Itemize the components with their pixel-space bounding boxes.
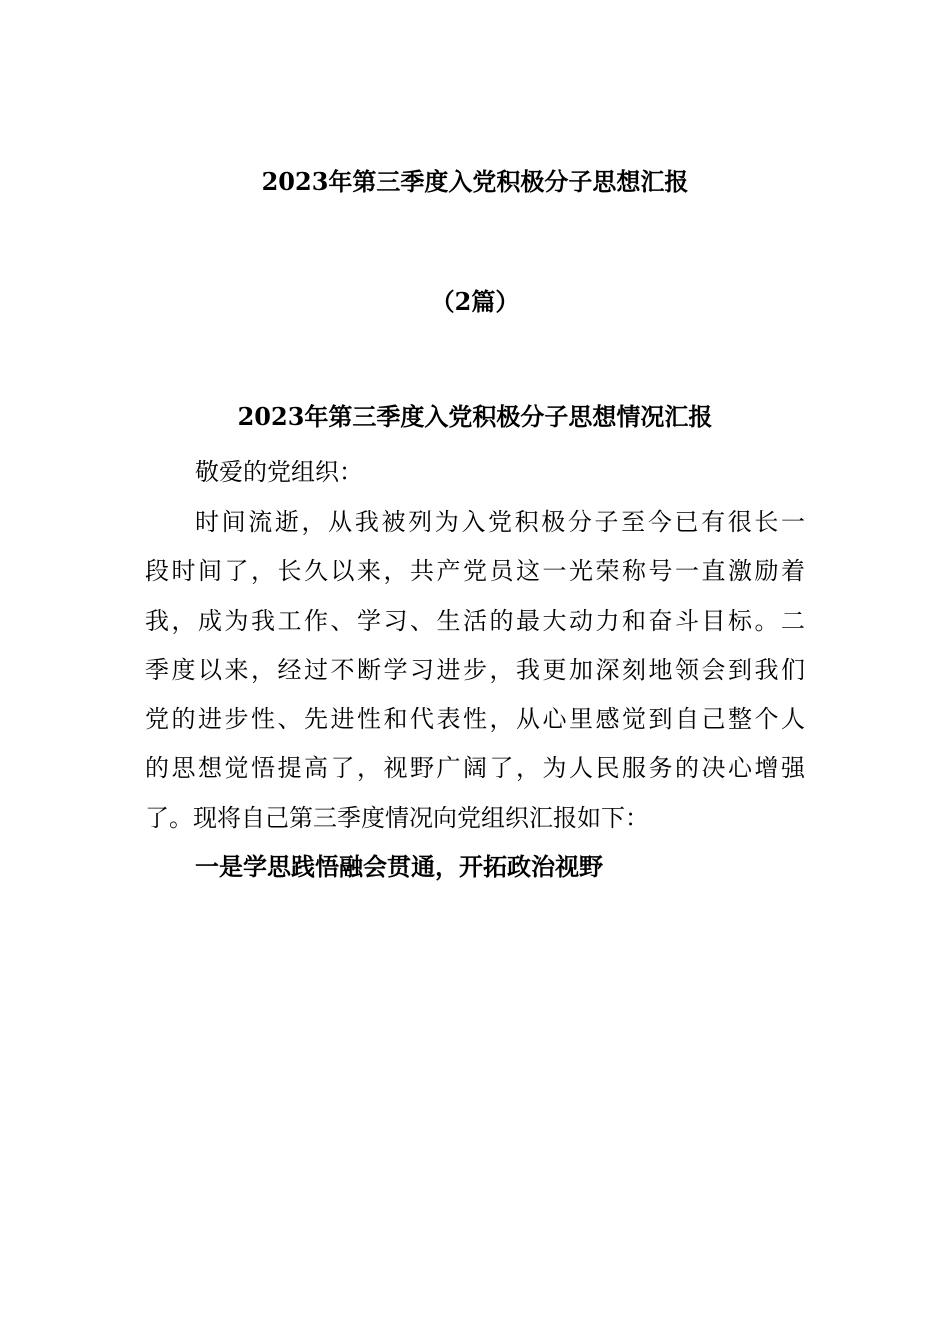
paragraph-line: 时间流逝，从我被列为入党积极分子至今已有很长一 bbox=[195, 508, 805, 536]
document-count-note: （2篇） bbox=[430, 287, 520, 316]
subheading: 一是学思践悟融会贯通，开拓政治视野 bbox=[195, 852, 603, 881]
paragraph-line: 了。现将自己第三季度情况向党组织汇报如下： bbox=[145, 804, 649, 832]
paragraph-line: 季度以来，经过不断学习进步，我更加深刻地领会到我们 bbox=[145, 656, 805, 684]
salutation: 敬爱的党组织： bbox=[195, 458, 363, 486]
paragraph-line: 党的进步性、先进性和代表性，从心里感觉到自己整个人 bbox=[145, 705, 805, 733]
section-title: 2023年第三季度入党积极分子思想情况汇报 bbox=[237, 402, 713, 431]
paragraph-line: 我，成为我工作、学习、生活的最大动力和奋斗目标。二 bbox=[145, 607, 805, 635]
paragraph-line: 的思想觉悟提高了，视野广阔了，为人民服务的决心增强 bbox=[145, 754, 805, 782]
paragraph-line: 段时间了，长久以来，共产党员这一光荣称号一直激励着 bbox=[145, 557, 805, 585]
document-title: 2023年第三季度入党积极分子思想汇报 bbox=[261, 167, 689, 196]
